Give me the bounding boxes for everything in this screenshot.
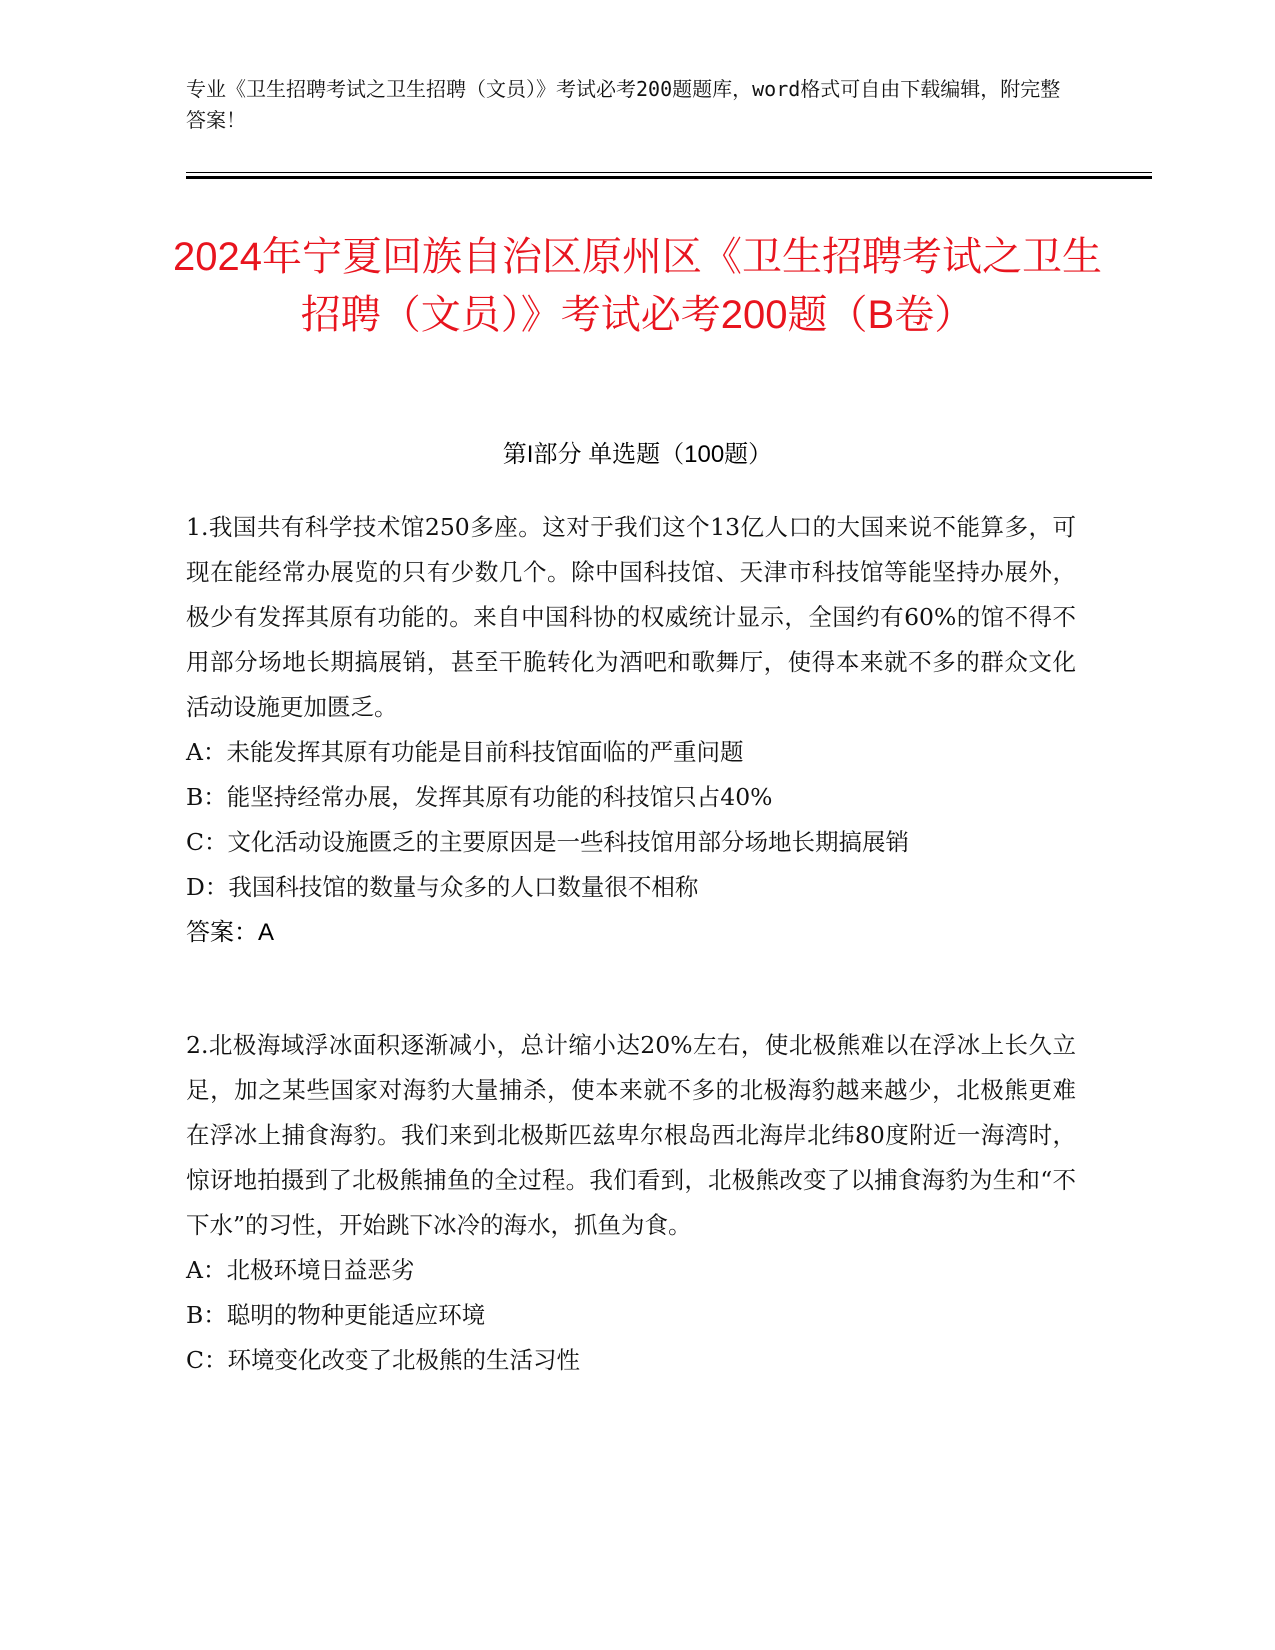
option-a: A：北极环境日益恶劣	[186, 1256, 415, 1284]
option-b: B：能坚持经常办展，发挥其原有功能的科技馆只占40%	[186, 783, 773, 811]
question-stem: 1.我国共有科学技术馆250多座。这对于我们这个13亿人口的大国来说不能算多，可现在能经常办展览的只有少数几个。除中国科技馆、天津市科技馆等能坚持办展外，极少有发挥其原有功能的。来自中国科协的权威统计显示，全国约有60%的馆不得不用部分场地长期搞展销，甚至干脆转化为酒吧和歌舞厅，使得本来就不多的群众文化活动设施更加匮乏。	[186, 513, 1076, 721]
question-1	[186, 505, 1076, 955]
header-rule-thin	[186, 172, 1152, 173]
document-title: 2024年宁夏回族自治区原州区《卫生招聘考试之卫生招聘（文员）》考试必考200题（B卷）	[173, 235, 1102, 337]
option-d: D：我国科技馆的数量与众多的人口数量很不相称	[186, 873, 699, 901]
section-title: 第I部分 单选题（100题）	[502, 441, 773, 468]
question-stem: 2.北极海域浮冰面积逐渐减小，总计缩小达20%左右，使北极熊难以在浮冰上长久立足，加之某些国家对海豹大量捕杀，使本来就不多的北极海豹越来越少，北极熊更难在浮冰上捕食海豹。我们来到北极斯匹兹卑尔根岛西北海岸北纬80度附近一海湾时，惊讶地拍摄到了北极熊捕鱼的全过程。我们看到，北极熊改变了以捕食海豹为生和“不下水”的习性，开始跳下冰冷的海水，抓鱼为食。	[186, 1031, 1076, 1239]
option-c: C：环境变化改变了北极熊的生活习性	[186, 1346, 580, 1374]
option-b: B：聪明的物种更能适应环境	[186, 1301, 486, 1329]
option-c: C：文化活动设施匮乏的主要原因是一些科技馆用部分场地长期搞展销	[186, 828, 909, 856]
option-a: A：未能发挥其原有功能是目前科技馆面临的严重问题	[186, 738, 744, 766]
header-note: 专业《卫生招聘考试之卫生招聘（文员）》考试必考200题题库，word格式可自由下载编辑，附完整答案！	[186, 77, 1061, 132]
answer: 答案：A	[186, 919, 275, 946]
question-2	[186, 1023, 1076, 1383]
header-rule-thick	[186, 176, 1152, 179]
